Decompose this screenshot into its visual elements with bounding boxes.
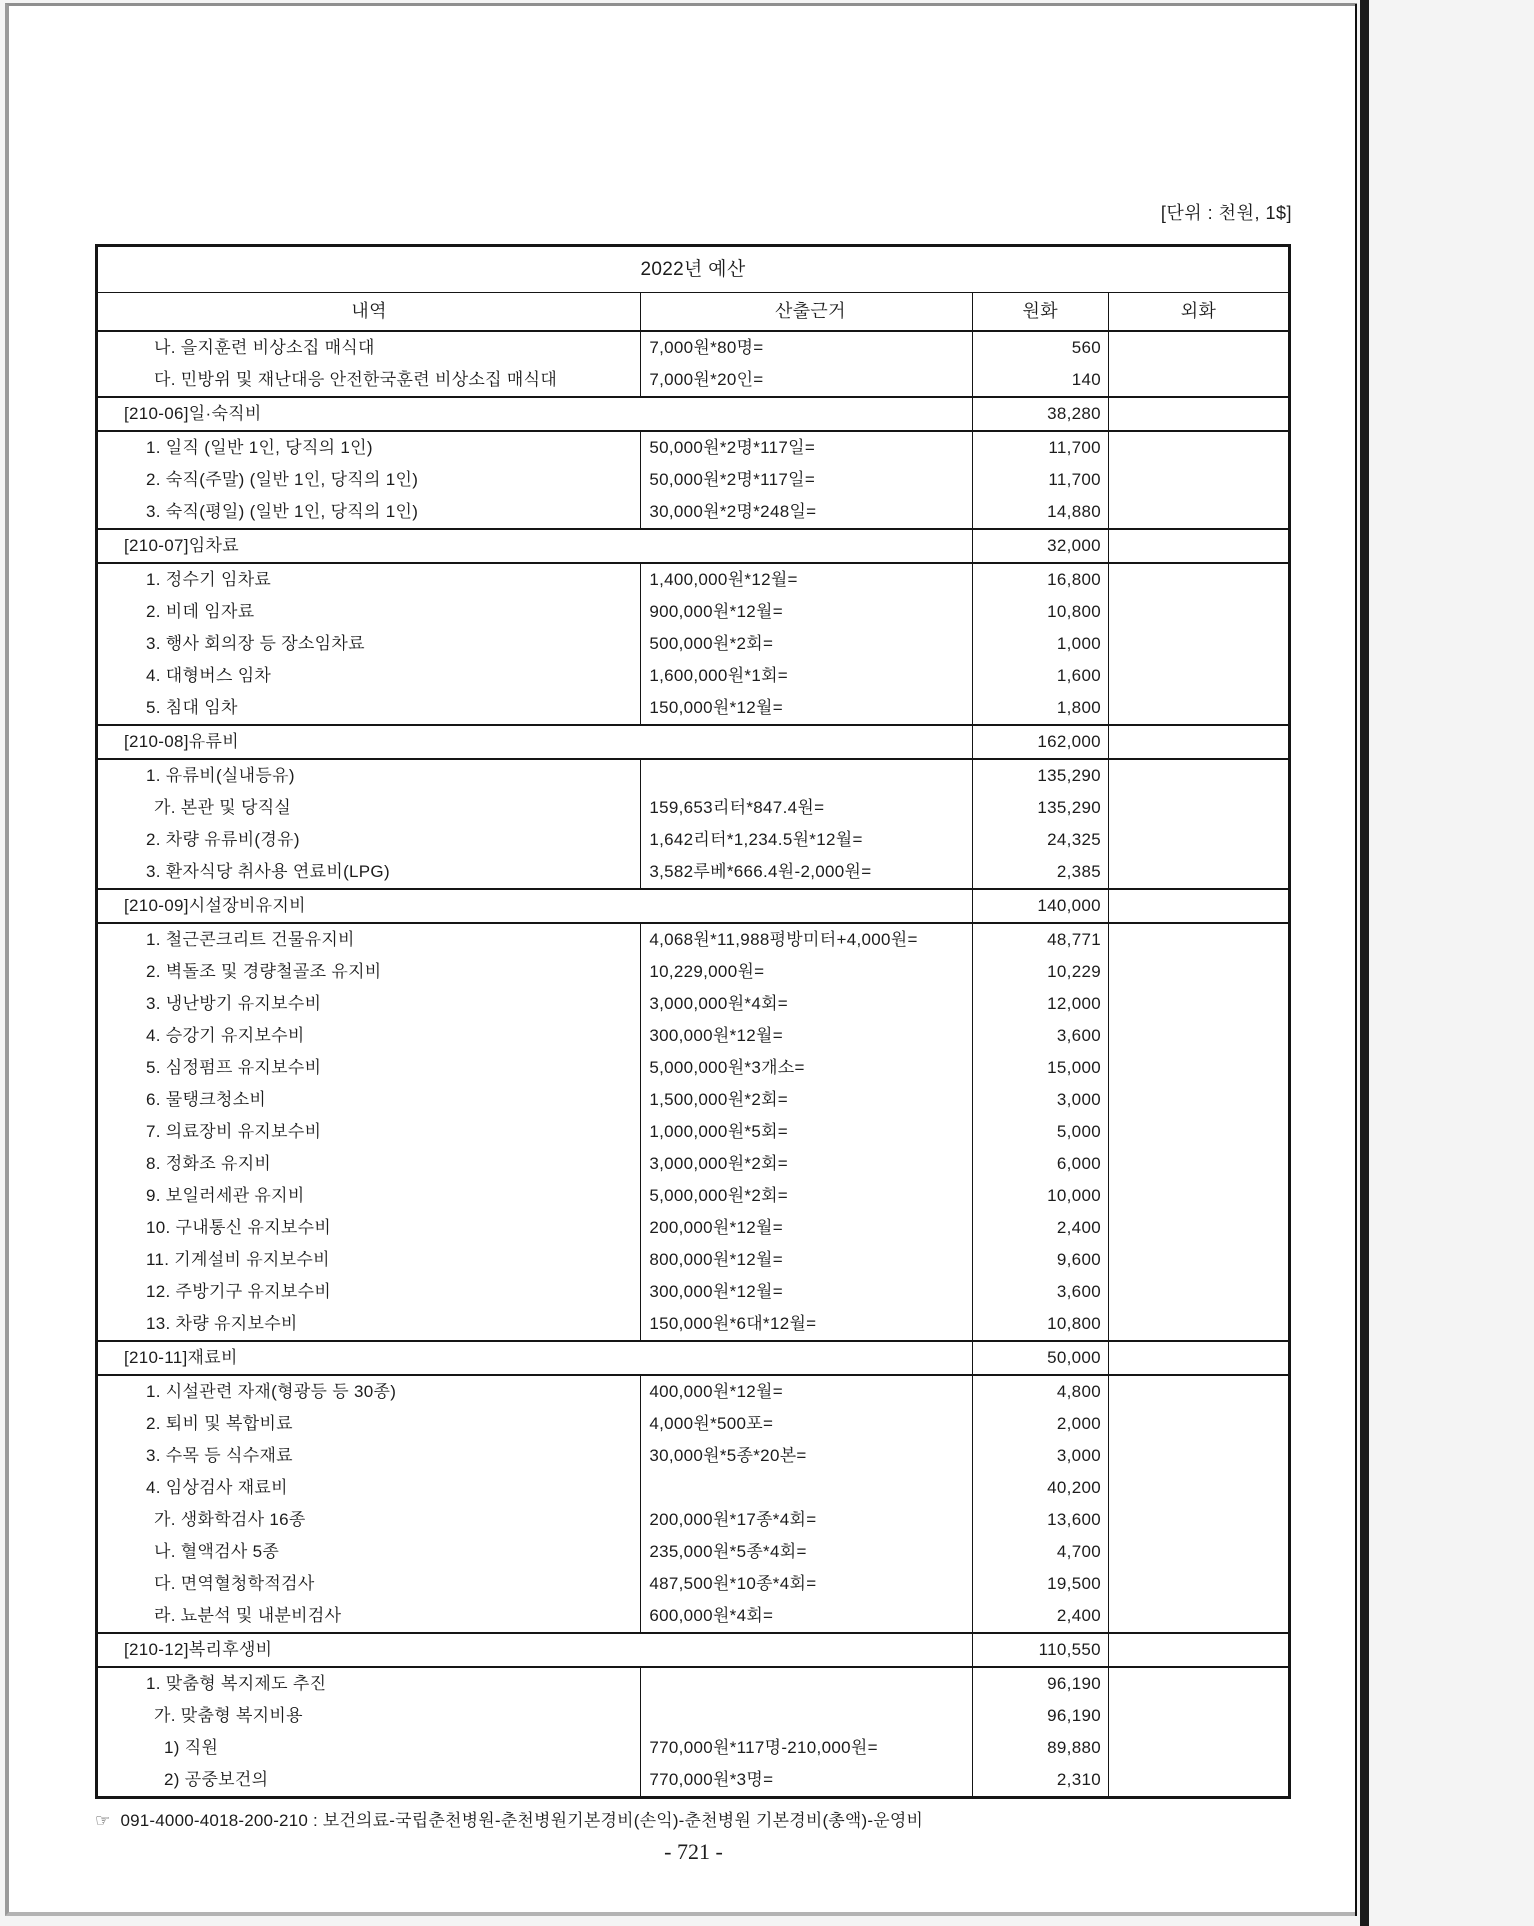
table-row	[98, 660, 1288, 692]
krw-amount-cell: 13,600	[972, 1504, 1108, 1536]
item-cell: 2. 숙직(주말) (일반 1인, 당직의 1인)	[146, 470, 419, 489]
krw-amount-cell: 10,800	[972, 596, 1108, 628]
calc-basis-cell: 1,642리터*1,234.5원*12월=	[640, 824, 971, 856]
section-krw-total: 50,000	[972, 1342, 1108, 1374]
table-row	[98, 432, 1288, 464]
footnote-text: 091-4000-4018-200-210 : 보건의료-국립춘천병원-춘천병원기본경비(손익)-춘천병원 기본경비(총액)-운영비	[120, 1811, 924, 1830]
page-number: - 721 -	[664, 1839, 723, 1864]
fx-amount-cell	[1108, 824, 1288, 856]
table-row	[98, 464, 1288, 496]
calc-basis-cell: 150,000원*12월=	[640, 692, 971, 724]
table-row	[98, 364, 1288, 396]
fx-amount-cell	[1108, 1276, 1288, 1308]
fx-amount-cell	[1108, 1764, 1288, 1796]
item-cell: 4. 승강기 유지보수비	[146, 1026, 305, 1045]
calc-basis-cell	[640, 1700, 971, 1732]
calc-basis-cell: 600,000원*4회=	[640, 1600, 971, 1632]
table-row	[98, 1180, 1288, 1212]
calc-basis-cell: 1,600,000원*1회=	[640, 660, 971, 692]
section-label: [210-06]일·숙직비	[124, 404, 262, 423]
fx-amount-cell	[1108, 1180, 1288, 1212]
calc-basis-cell: 150,000원*6대*12월=	[640, 1308, 971, 1340]
detail-group	[98, 332, 1288, 396]
calc-basis-cell: 770,000원*117명-210,000원=	[640, 1732, 971, 1764]
krw-amount-cell: 4,800	[972, 1376, 1108, 1408]
section-header-row	[98, 1340, 1288, 1376]
fx-amount-cell	[1108, 1732, 1288, 1764]
item-cell: 가. 맞춤형 복지비용	[154, 1706, 303, 1725]
item-cell: 5. 심정펌프 유지보수비	[146, 1058, 322, 1077]
krw-amount-cell: 16,800	[972, 564, 1108, 596]
fx-amount-cell	[1108, 1504, 1288, 1536]
section-header-row	[98, 1632, 1288, 1668]
calc-basis-cell: 1,400,000원*12월=	[640, 564, 971, 596]
item-cell: 5. 침대 임차	[146, 698, 238, 717]
item-cell: 1) 직원	[164, 1738, 219, 1757]
table-row	[98, 1376, 1288, 1408]
fx-amount-cell	[1108, 1020, 1288, 1052]
fx-amount-cell	[1108, 1116, 1288, 1148]
item-cell: 6. 물탱크청소비	[146, 1090, 267, 1109]
table-row	[98, 956, 1288, 988]
krw-amount-cell: 40,200	[972, 1472, 1108, 1504]
item-cell: 1. 맞춤형 복지제도 추진	[146, 1674, 327, 1693]
calc-basis-cell: 400,000원*12월=	[640, 1376, 971, 1408]
table-row	[98, 1668, 1288, 1700]
krw-amount-cell: 11,700	[972, 432, 1108, 464]
krw-amount-cell: 14,880	[972, 496, 1108, 528]
fx-amount-cell	[1108, 760, 1288, 792]
item-cell: 1. 정수기 임차료	[146, 570, 272, 589]
krw-amount-cell: 96,190	[972, 1668, 1108, 1700]
item-cell: 3. 환자식당 취사용 연료비(LPG)	[146, 862, 390, 881]
table-row	[98, 1148, 1288, 1180]
item-cell: 가. 생화학검사 16종	[154, 1510, 306, 1529]
calc-basis-cell: 1,000,000원*5회=	[640, 1116, 971, 1148]
table-row	[98, 856, 1288, 888]
section-fx-total	[1108, 1342, 1288, 1374]
column-header-item: 내역	[351, 301, 387, 321]
calc-basis-cell: 300,000원*12월=	[640, 1020, 971, 1052]
section-header-row	[98, 888, 1288, 924]
krw-amount-cell: 6,000	[972, 1148, 1108, 1180]
item-cell: 3. 냉난방기 유지보수비	[146, 994, 322, 1013]
calc-basis-cell: 30,000원*5종*20본=	[640, 1440, 971, 1472]
section-header-row	[98, 528, 1288, 564]
table-row	[98, 988, 1288, 1020]
section-krw-total: 32,000	[972, 530, 1108, 562]
fx-amount-cell	[1108, 1536, 1288, 1568]
unit-label: [단위 : 천원, 1$]	[1160, 203, 1292, 223]
section-fx-total	[1108, 398, 1288, 430]
pointing-hand-icon: ☞	[95, 1811, 111, 1830]
calc-basis-cell: 4,000원*500포=	[640, 1408, 971, 1440]
krw-amount-cell: 1,000	[972, 628, 1108, 660]
table-row	[98, 1116, 1288, 1148]
section-fx-total	[1108, 890, 1288, 922]
krw-amount-cell: 3,000	[972, 1440, 1108, 1472]
krw-amount-cell: 3,000	[972, 1084, 1108, 1116]
krw-amount-cell: 12,000	[972, 988, 1108, 1020]
calc-basis-cell: 30,000원*2명*248일=	[640, 496, 971, 528]
fx-amount-cell	[1108, 564, 1288, 596]
table-row	[98, 628, 1288, 660]
item-cell: 11. 기계설비 유지보수비	[146, 1250, 330, 1269]
item-cell: 8. 정화조 유지비	[146, 1154, 272, 1173]
table-row	[98, 1700, 1288, 1732]
table-row	[98, 1052, 1288, 1084]
detail-group	[98, 564, 1288, 724]
table-row	[98, 1212, 1288, 1244]
calc-basis-cell: 3,000,000원*4회=	[640, 988, 971, 1020]
table-header-row	[98, 293, 1288, 332]
calc-basis-cell: 487,500원*10종*4회=	[640, 1568, 971, 1600]
item-cell: 나. 을지훈련 비상소집 매식대	[154, 338, 375, 357]
fx-amount-cell	[1108, 1308, 1288, 1340]
item-cell: 10. 구내통신 유지보수비	[146, 1218, 332, 1237]
item-cell: 다. 민방위 및 재난대응 안전한국훈련 비상소집 매식대	[154, 370, 558, 389]
table-row	[98, 1408, 1288, 1440]
section-krw-total: 38,280	[972, 398, 1108, 430]
krw-amount-cell: 89,880	[972, 1732, 1108, 1764]
calc-basis-cell: 7,000원*80명=	[640, 332, 971, 364]
krw-amount-cell: 15,000	[972, 1052, 1108, 1084]
fx-amount-cell	[1108, 1052, 1288, 1084]
krw-amount-cell: 2,000	[972, 1408, 1108, 1440]
item-cell: 1. 철근콘크리트 건물유지비	[146, 930, 355, 949]
fx-amount-cell	[1108, 1376, 1288, 1408]
krw-amount-cell: 11,700	[972, 464, 1108, 496]
table-row	[98, 824, 1288, 856]
table-row	[98, 924, 1288, 956]
calc-basis-cell: 159,653리터*847.4원=	[640, 792, 971, 824]
fx-amount-cell	[1108, 464, 1288, 496]
table-row	[98, 564, 1288, 596]
table-row	[98, 1440, 1288, 1472]
budget-table	[95, 244, 1291, 1799]
krw-amount-cell: 10,229	[972, 956, 1108, 988]
calc-basis-cell: 1,500,000원*2회=	[640, 1084, 971, 1116]
section-label: [210-08]유류비	[124, 732, 239, 751]
table-row	[98, 1084, 1288, 1116]
fx-amount-cell	[1108, 332, 1288, 364]
calc-basis-cell	[640, 1668, 971, 1700]
item-cell: 12. 주방기구 유지보수비	[146, 1282, 332, 1301]
item-cell: 7. 의료장비 유지보수비	[146, 1122, 322, 1141]
table-row	[98, 596, 1288, 628]
fx-amount-cell	[1108, 792, 1288, 824]
table-row	[98, 1504, 1288, 1536]
column-header-fx: 외화	[1108, 293, 1288, 330]
fx-amount-cell	[1108, 364, 1288, 396]
krw-amount-cell: 2,310	[972, 1764, 1108, 1796]
item-cell: 2. 벽돌조 및 경량철골조 유지비	[146, 962, 382, 981]
fx-amount-cell	[1108, 956, 1288, 988]
item-cell: 가. 본관 및 당직실	[154, 798, 292, 817]
krw-amount-cell: 135,290	[972, 792, 1108, 824]
section-fx-total	[1108, 726, 1288, 758]
fx-amount-cell	[1108, 1212, 1288, 1244]
item-cell: 9. 보일러세관 유지비	[146, 1186, 305, 1205]
document-page	[5, 3, 1357, 1916]
krw-amount-cell: 560	[972, 332, 1108, 364]
calc-basis-cell	[640, 1472, 971, 1504]
section-label: [210-07]임차료	[124, 536, 239, 555]
table-row	[98, 1308, 1288, 1340]
krw-amount-cell: 10,000	[972, 1180, 1108, 1212]
krw-amount-cell: 48,771	[972, 924, 1108, 956]
fx-amount-cell	[1108, 692, 1288, 724]
item-cell: 라. 뇨분석 및 내분비검사	[154, 1606, 342, 1625]
column-header-calc-basis: 산출근거	[640, 293, 971, 330]
calc-basis-cell	[640, 760, 971, 792]
item-cell: 4. 임상검사 재료비	[146, 1478, 288, 1497]
fx-amount-cell	[1108, 596, 1288, 628]
calc-basis-cell: 800,000원*12월=	[640, 1244, 971, 1276]
calc-basis-cell: 300,000원*12월=	[640, 1276, 971, 1308]
item-cell: 2. 퇴비 및 복합비료	[146, 1414, 293, 1433]
calc-basis-cell: 500,000원*2회=	[640, 628, 971, 660]
item-cell: 2. 차량 유류비(경유)	[146, 830, 300, 849]
section-krw-total: 110,550	[972, 1634, 1108, 1666]
section-krw-total: 140,000	[972, 890, 1108, 922]
item-cell: 3. 행사 회의장 등 장소임차료	[146, 634, 365, 653]
krw-amount-cell: 2,400	[972, 1600, 1108, 1632]
item-cell: 2) 공중보건의	[164, 1770, 269, 1789]
calc-basis-cell: 10,229,000원=	[640, 956, 971, 988]
section-label: [210-11]재료비	[124, 1348, 238, 1367]
fx-amount-cell	[1108, 1148, 1288, 1180]
krw-amount-cell: 3,600	[972, 1020, 1108, 1052]
page-edge-shadow	[1360, 0, 1369, 1926]
item-cell: 3. 수목 등 식수재료	[146, 1446, 293, 1465]
table-row	[98, 1568, 1288, 1600]
section-header-row	[98, 724, 1288, 760]
fx-amount-cell	[1108, 1408, 1288, 1440]
krw-amount-cell: 9,600	[972, 1244, 1108, 1276]
item-cell: 1. 일직 (일반 1인, 당직의 1인)	[146, 438, 373, 457]
section-label: [210-09]시설장비유지비	[124, 896, 306, 915]
detail-group	[98, 1376, 1288, 1632]
krw-amount-cell: 135,290	[972, 760, 1108, 792]
krw-amount-cell: 4,700	[972, 1536, 1108, 1568]
table-body	[98, 332, 1288, 1796]
section-header-row	[98, 396, 1288, 432]
item-cell: 13. 차량 유지보수비	[146, 1314, 298, 1333]
item-cell: 3. 숙직(평일) (일반 1인, 당직의 1인)	[146, 502, 419, 521]
item-cell: 1. 유류비(실내등유)	[146, 766, 295, 785]
fx-amount-cell	[1108, 660, 1288, 692]
detail-group	[98, 432, 1288, 528]
calc-basis-cell: 235,000원*5종*4회=	[640, 1536, 971, 1568]
page-edge-line	[1355, 4, 1357, 1916]
item-cell: 다. 면역혈청학적검사	[154, 1574, 315, 1593]
table-row	[98, 332, 1288, 364]
table-row	[98, 1244, 1288, 1276]
calc-basis-cell: 5,000,000원*2회=	[640, 1180, 971, 1212]
krw-amount-cell: 3,600	[972, 1276, 1108, 1308]
krw-amount-cell: 10,800	[972, 1308, 1108, 1340]
fx-amount-cell	[1108, 628, 1288, 660]
fx-amount-cell	[1108, 432, 1288, 464]
fx-amount-cell	[1108, 496, 1288, 528]
item-cell: 1. 시설관련 자재(형광등 등 30종)	[146, 1382, 397, 1401]
section-krw-total: 162,000	[972, 726, 1108, 758]
table-row	[98, 760, 1288, 792]
table-title: 2022년 예산	[98, 247, 1288, 293]
fx-amount-cell	[1108, 1568, 1288, 1600]
table-row	[98, 1020, 1288, 1052]
detail-group	[98, 760, 1288, 888]
fx-amount-cell	[1108, 1600, 1288, 1632]
section-fx-total	[1108, 1634, 1288, 1666]
fx-amount-cell	[1108, 856, 1288, 888]
calc-basis-cell: 3,000,000원*2회=	[640, 1148, 971, 1180]
calc-basis-cell: 5,000,000원*3개소=	[640, 1052, 971, 1084]
table-row	[98, 792, 1288, 824]
krw-amount-cell: 2,385	[972, 856, 1108, 888]
calc-basis-cell: 3,582루베*666.4원-2,000원=	[640, 856, 971, 888]
krw-amount-cell: 24,325	[972, 824, 1108, 856]
table-row	[98, 1764, 1288, 1796]
fx-amount-cell	[1108, 988, 1288, 1020]
fx-amount-cell	[1108, 1472, 1288, 1504]
calc-basis-cell: 900,000원*12월=	[640, 596, 971, 628]
krw-amount-cell: 1,800	[972, 692, 1108, 724]
section-label: [210-12]복리후생비	[124, 1640, 273, 1659]
krw-amount-cell: 1,600	[972, 660, 1108, 692]
table-row	[98, 1600, 1288, 1632]
calc-basis-cell: 50,000원*2명*117일=	[640, 432, 971, 464]
item-cell: 2. 비데 임자료	[146, 602, 255, 621]
krw-amount-cell: 140	[972, 364, 1108, 396]
table-row	[98, 692, 1288, 724]
table-row	[98, 496, 1288, 528]
krw-amount-cell: 2,400	[972, 1212, 1108, 1244]
fx-amount-cell	[1108, 1440, 1288, 1472]
calc-basis-cell: 200,000원*17종*4회=	[640, 1504, 971, 1536]
krw-amount-cell: 5,000	[972, 1116, 1108, 1148]
calc-basis-cell: 50,000원*2명*117일=	[640, 464, 971, 496]
section-fx-total	[1108, 530, 1288, 562]
calc-basis-cell: 4,068원*11,988평방미터+4,000원=	[640, 924, 971, 956]
item-cell: 4. 대형버스 임차	[146, 666, 272, 685]
fx-amount-cell	[1108, 1244, 1288, 1276]
table-row	[98, 1536, 1288, 1568]
table-row	[98, 1472, 1288, 1504]
footnote	[95, 1806, 1292, 1831]
fx-amount-cell	[1108, 924, 1288, 956]
fx-amount-cell	[1108, 1668, 1288, 1700]
table-row	[98, 1276, 1288, 1308]
fx-amount-cell	[1108, 1084, 1288, 1116]
column-header-krw: 원화	[972, 293, 1108, 330]
calc-basis-cell: 770,000원*3명=	[640, 1764, 971, 1796]
krw-amount-cell: 96,190	[972, 1700, 1108, 1732]
fx-amount-cell	[1108, 1700, 1288, 1732]
detail-group	[98, 924, 1288, 1340]
detail-group	[98, 1668, 1288, 1796]
krw-amount-cell: 19,500	[972, 1568, 1108, 1600]
calc-basis-cell: 200,000원*12월=	[640, 1212, 971, 1244]
item-cell: 나. 혈액검사 5종	[154, 1542, 280, 1561]
table-row	[98, 1732, 1288, 1764]
calc-basis-cell: 7,000원*20인=	[640, 364, 971, 396]
